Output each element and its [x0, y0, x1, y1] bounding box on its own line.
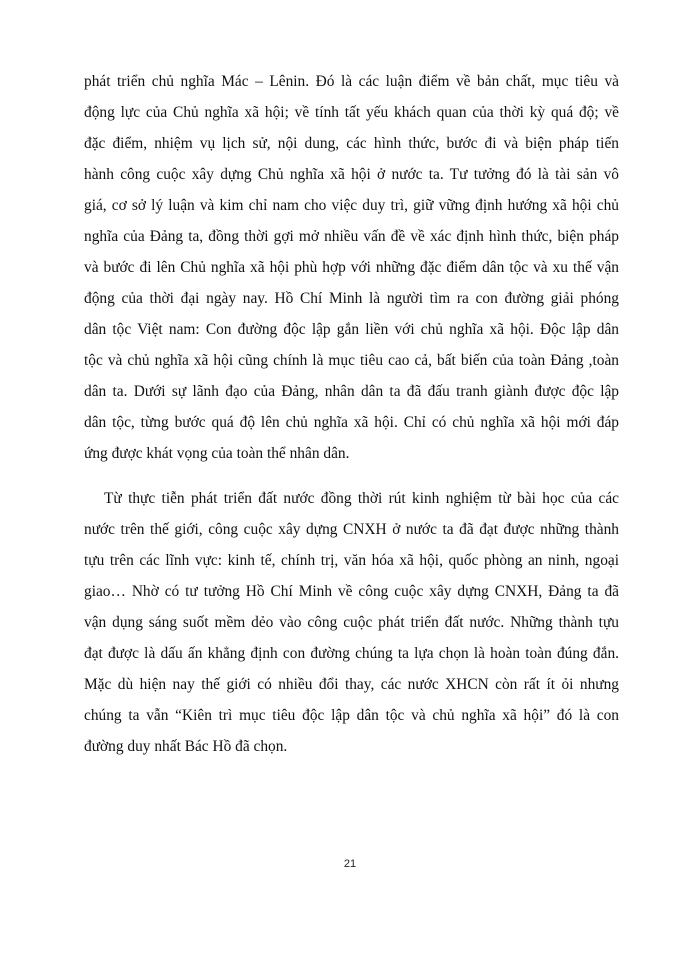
- paragraph-line: động lực của Chủ nghĩa xã hội; về tính tất yếu khách quan của thời kỳ quá độ; về: [84, 104, 619, 121]
- paragraph-line: tựu trên các lĩnh vực: kinh tế, chính trị, văn hóa xã hội, quốc phòng an ninh, ngoại: [84, 552, 619, 569]
- paragraph-line: đặc điểm, nhiệm vụ lịch sử, nội dung, các hình thức, bước đi và biện pháp tiến: [84, 135, 619, 152]
- paragraph-line: dân tộc, từng bước quá độ lên chủ nghĩa xã hội. Chỉ có chủ nghĩa xã hội mới đáp: [84, 414, 619, 431]
- paragraph-line: đường duy nhất Bác Hồ đã chọn.: [84, 738, 288, 755]
- paragraph-line: động của thời đại ngày nay. Hồ Chí Minh là người tìm ra con đường giải phóng: [84, 290, 619, 307]
- paragraph-line: Từ thực tiễn phát triển đất nước đồng thời rút kinh nghiệm từ bài học của các: [104, 490, 619, 507]
- paragraph-line: Mặc dù hiện nay thế giới có nhiều đổi thay, các nước XHCN còn rất ít ỏi nhưng: [84, 676, 619, 693]
- paragraph-line: dân tộc Việt nam: Con đường độc lập gắn liền với chủ nghĩa xã hội. Độc lập dân: [84, 321, 619, 338]
- paragraph-line: tộc và chủ nghĩa xã hội cũng chính là mục tiêu cao cả, bất biến của toàn Đảng ,toàn: [84, 352, 619, 369]
- paragraph-line: đạt được là dấu ấn khẳng định con đường chúng ta lựa chọn là hoàn toàn đúng đắn.: [84, 645, 619, 662]
- paragraph-2: [84, 483, 619, 762]
- paragraph-line: nghĩa của Đảng ta, đồng thời gợi mở nhiều vấn đề về xác định hình thức, biện pháp: [84, 228, 619, 245]
- paragraph-line: chúng ta vẫn “Kiên trì mục tiêu độc lập dân tộc và chủ nghĩa xã hội” đó là con: [84, 707, 619, 724]
- page-number: 21: [343, 858, 357, 870]
- paragraph-line: vận dụng sáng suốt mềm dẻo vào công cuộc phát triển đất nước. Những thành tựu: [84, 614, 619, 631]
- paragraph-line: nước trên thế giới, công cuộc xây dựng CNXH ở nước ta đã đạt được những thành: [84, 521, 619, 538]
- paragraph-line: giao… Nhờ có tư tưởng Hồ Chí Minh về công cuộc xây dựng CNXH, Đảng ta đã: [84, 583, 619, 600]
- paragraph-spacer: [84, 469, 619, 483]
- body-text: [84, 66, 619, 762]
- paragraph-line: giá, cơ sở lý luận và kim chỉ nam cho việc duy trì, giữ vững định hướng xã hội chủ: [84, 197, 619, 214]
- paragraph-line: hành công cuộc xây dựng Chủ nghĩa xã hội ở nước ta. Tư tưởng đó là tài sản vô: [84, 166, 619, 183]
- paragraph-1: [84, 66, 619, 469]
- paragraph-line: dân ta. Dưới sự lãnh đạo của Đảng, nhân dân ta đã đấu tranh giành được độc lập: [84, 383, 619, 400]
- paragraph-line: và bước đi lên Chủ nghĩa xã hội phù hợp với những đặc điểm dân tộc và xu thế vận: [84, 259, 619, 276]
- paragraph-line: ứng được khát vọng của toàn thể nhân dân.: [84, 445, 350, 462]
- paragraph-line: phát triển chủ nghĩa Mác – Lênin. Đó là các luận điểm về bản chất, mục tiêu và: [84, 73, 619, 90]
